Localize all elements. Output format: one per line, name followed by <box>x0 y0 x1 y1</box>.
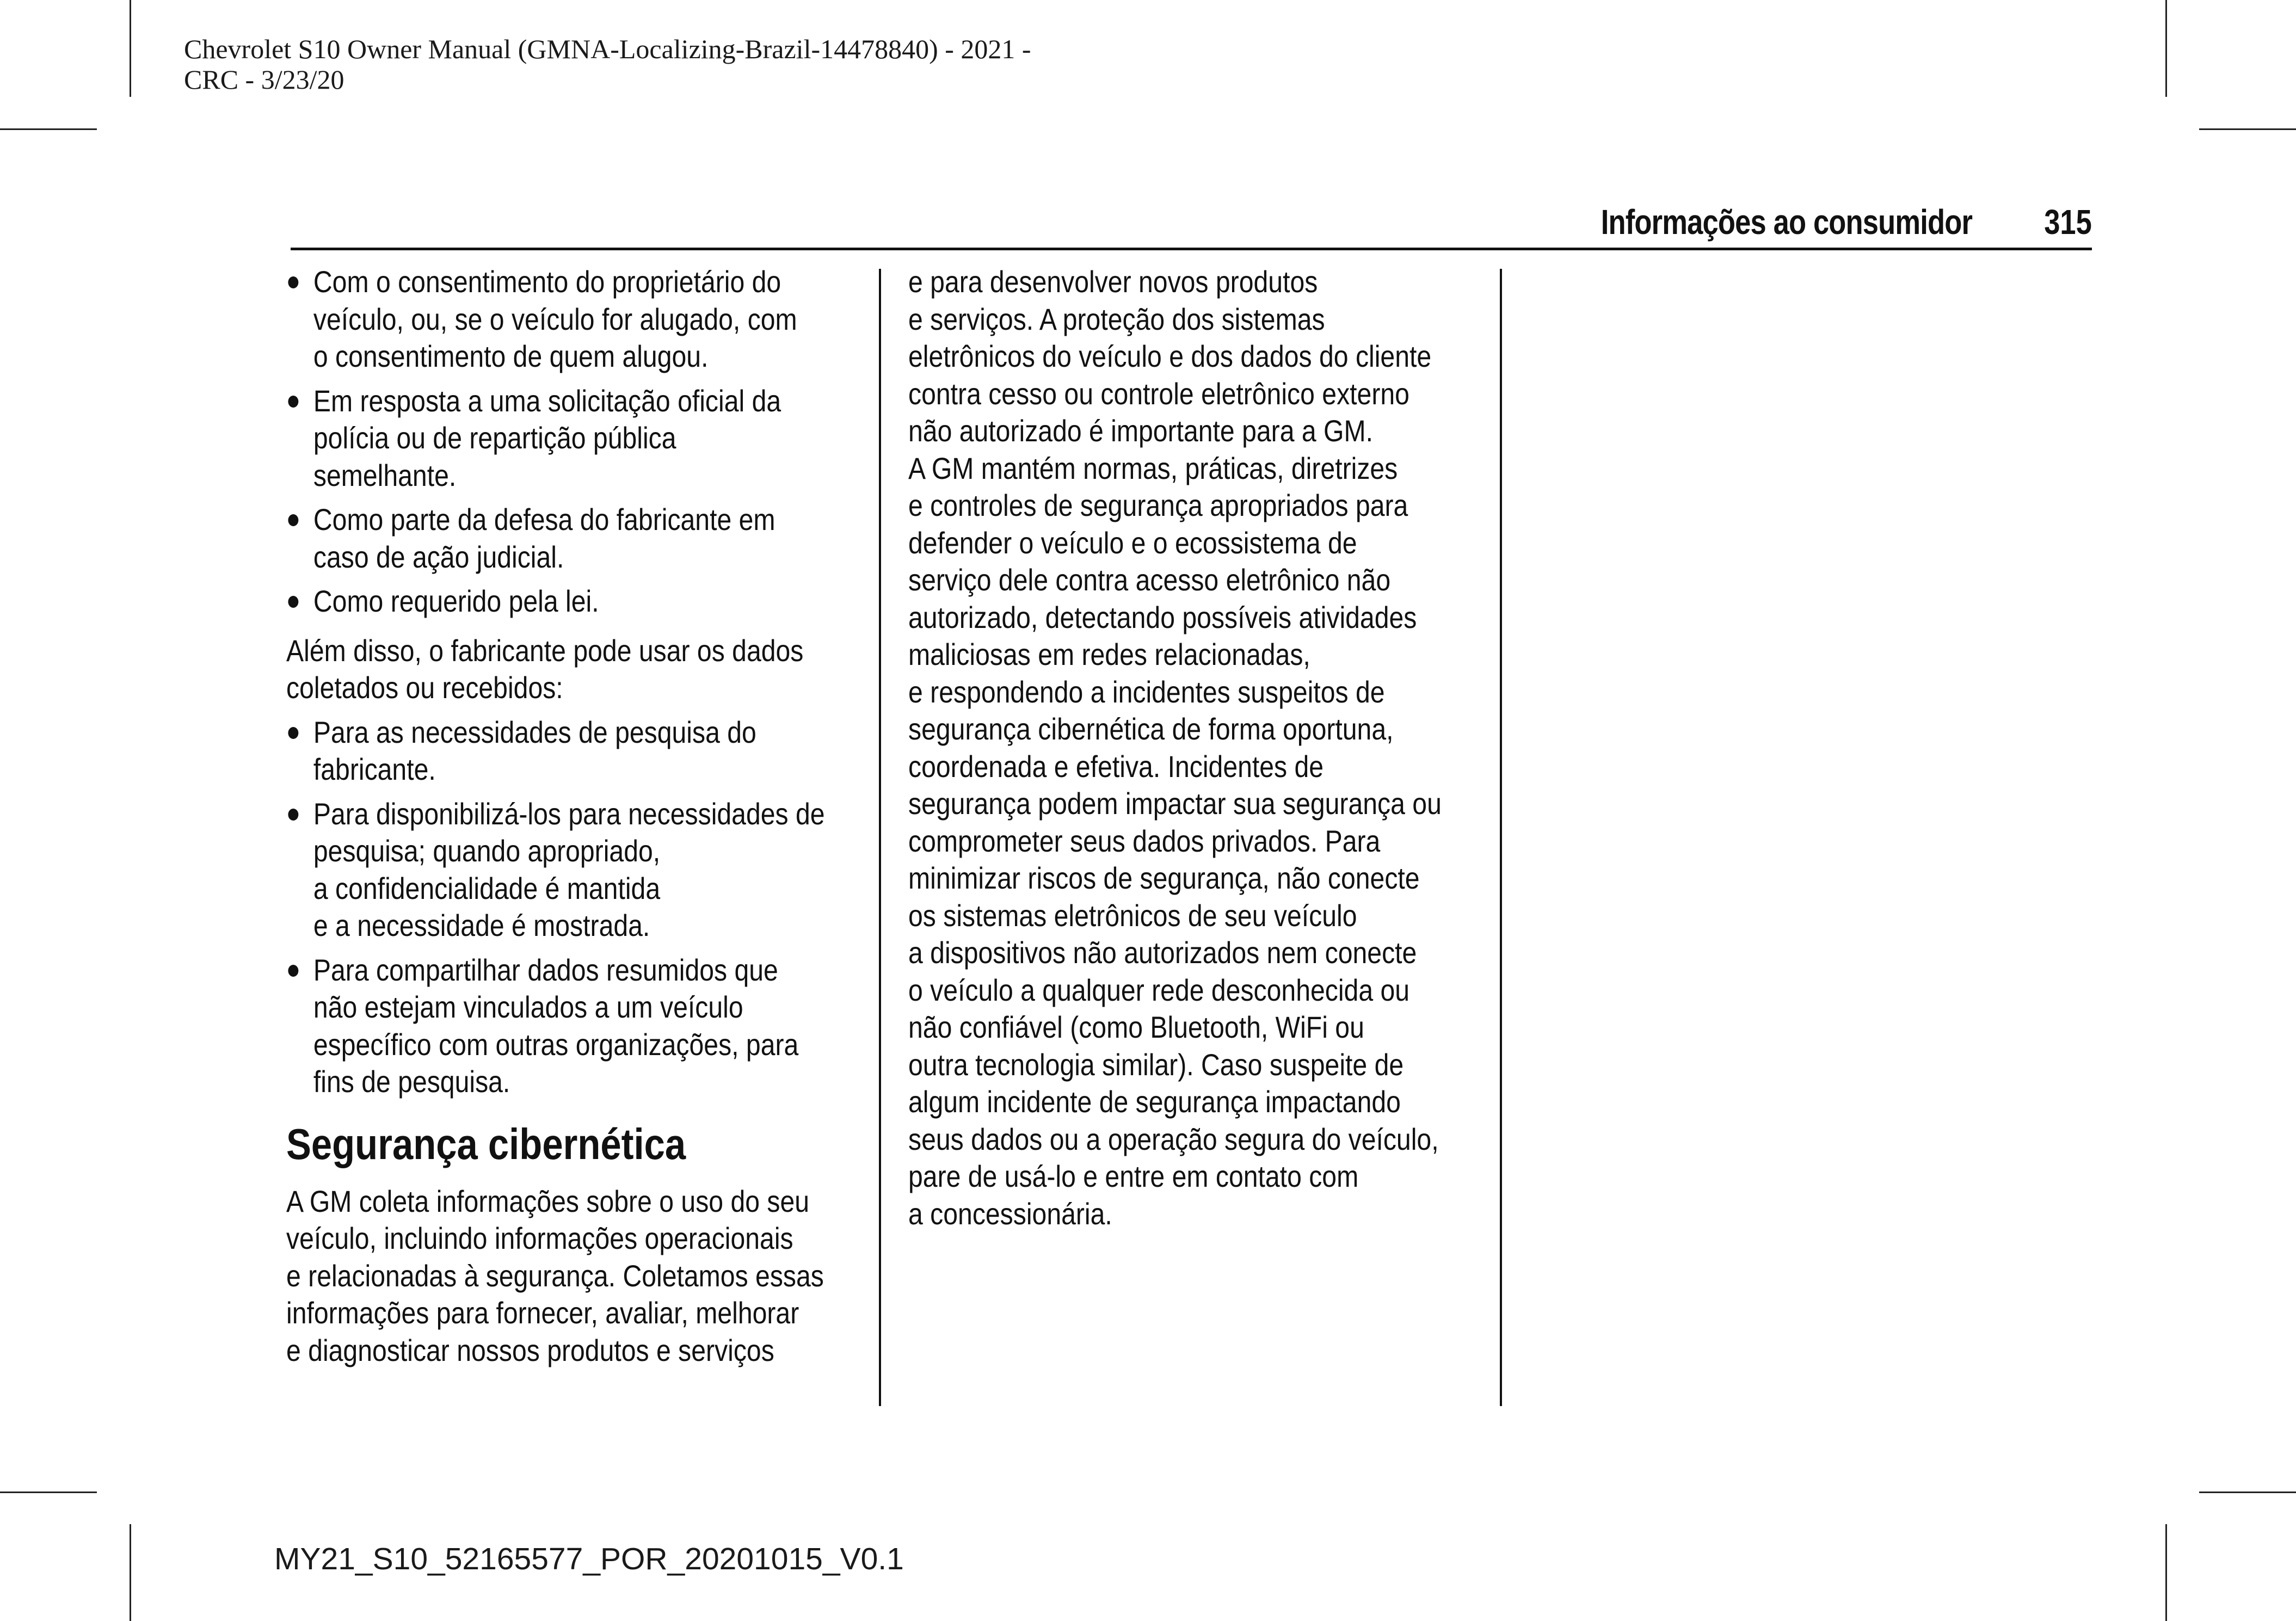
text-line: o veículo a qualquer rede desconhecida ou <box>908 972 1410 1007</box>
column-2 <box>908 263 1474 1232</box>
text-line: fins de pesquisa. <box>313 1064 510 1099</box>
text-line: e serviços. A proteção dos sistemas <box>908 301 1325 336</box>
text-line: caso de ação judicial. <box>313 539 564 574</box>
text-line: não confiável (como Bluetooth, WiFi ou <box>908 1010 1364 1044</box>
text-line: algum incidente de segurança impactando <box>908 1084 1401 1119</box>
text-line: A GM mantém normas, práticas, diretrizes <box>908 451 1398 485</box>
list-item <box>286 383 825 495</box>
bullet-icon <box>288 809 298 821</box>
body-paragraph <box>908 263 1442 1232</box>
bullet-list <box>286 714 825 1101</box>
text-line: Como requerido pela lei. <box>313 584 599 618</box>
crop-mark <box>2165 0 2167 97</box>
text-line: maliciosas em redes relacionadas, <box>908 637 1310 671</box>
crop-mark <box>2199 1491 2296 1493</box>
text-line: não estejam vinculados a um veículo <box>313 990 743 1024</box>
list-item <box>286 796 825 945</box>
text-line: o consentimento de quem alugou. <box>313 339 709 373</box>
text-line: não autorizado é importante para a GM. <box>908 414 1373 448</box>
text-line: segurança podem impactar sua segurança ou <box>908 786 1442 821</box>
text-line: veículo, incluindo informações operacionais <box>286 1221 793 1255</box>
list-item <box>286 952 825 1101</box>
bullet-icon <box>288 596 298 608</box>
text-line: e relacionadas à segurança. Coletamos essas <box>286 1258 824 1293</box>
text-line: Para compartilhar dados resumidos que <box>313 952 778 987</box>
text-line: Para disponibilizá-los para necessidades de <box>313 796 825 831</box>
section-title: Informações ao consumidor <box>1601 202 1972 242</box>
text-line: os sistemas eletrônicos de seu veículo <box>908 898 1357 933</box>
text-line: Para as necessidades de pesquisa do <box>313 714 756 749</box>
text-line: coordenada e efetiva. Incidentes de <box>908 749 1324 784</box>
text-line: e controles de segurança apropriados para <box>908 488 1408 522</box>
text-line: a confidencialidade é mantida <box>313 871 661 905</box>
intro-paragraph <box>286 632 825 707</box>
column-divider <box>1500 269 1502 1406</box>
bullet-list <box>286 263 825 620</box>
section-heading: Segurança cibernética <box>286 1119 686 1168</box>
text-line: e diagnosticar nossos produtos e serviços <box>286 1333 774 1367</box>
bullet-icon <box>288 727 298 739</box>
text-line: Além disso, o fabricante pode usar os dados <box>286 633 804 668</box>
crop-mark <box>2165 1524 2167 1621</box>
text-line: e a necessidade é mostrada. <box>313 908 650 942</box>
text-line: segurança cibernética de forma oportuna, <box>908 712 1394 746</box>
text-line: pare de usá-lo e entre em contato com <box>908 1159 1359 1193</box>
text-line: fabricante. <box>313 752 436 786</box>
text-line: outra tecnologia similar). Caso suspeite de <box>908 1047 1404 1082</box>
bullet-icon <box>288 396 298 408</box>
print-header <box>184 34 1031 95</box>
text-line: coletados ou recebidos: <box>286 670 563 705</box>
list-item <box>286 263 825 375</box>
text-line: e respondendo a incidentes suspeitos de <box>908 674 1385 709</box>
text-line: serviço dele contra acesso eletrônico não <box>908 563 1391 597</box>
text-line: comprometer seus dados privados. Para <box>908 823 1381 858</box>
crop-mark <box>0 128 97 130</box>
text-line: Como parte da defesa do fabricante em <box>313 502 775 537</box>
list-item <box>286 714 825 788</box>
list-item <box>286 583 825 620</box>
crop-mark <box>130 1524 131 1621</box>
page-number: 315 <box>2044 202 2092 242</box>
text-line: A GM coleta informações sobre o uso do seu <box>286 1184 810 1218</box>
text-line: específico com outras organizações, para <box>313 1027 799 1062</box>
column-divider <box>879 269 881 1406</box>
print-header-line: CRC - 3/23/20 <box>184 64 344 95</box>
text-line: minimizar riscos de segurança, não conecte <box>908 861 1420 895</box>
print-footer: MY21_S10_52165577_POR_20201015_V0.1 <box>274 1542 904 1576</box>
bullet-icon <box>288 276 298 288</box>
text-line: semelhante. <box>313 458 457 492</box>
text-line: polícia ou de repartição pública <box>313 421 676 455</box>
text-line: eletrônicos do veículo e dos dados do cliente <box>908 339 1432 373</box>
text-line: veículo, ou, se o veículo for alugado, com <box>313 301 797 336</box>
text-line: seus dados ou a operação segura do veículo, <box>908 1121 1439 1156</box>
bullet-icon <box>288 965 298 977</box>
text-line: contra cesso ou controle eletrônico externo <box>908 376 1409 411</box>
text-line: e para desenvolver novos produtos <box>908 264 1318 299</box>
body-paragraph <box>286 1183 824 1370</box>
text-line: pesquisa; quando apropriado, <box>313 834 661 868</box>
text-line: Com o consentimento do proprietário do <box>313 264 781 299</box>
column-1 <box>286 263 852 1369</box>
bullet-icon <box>288 514 298 526</box>
crop-mark <box>2199 128 2296 130</box>
text-line: Em resposta a uma solicitação oficial da <box>313 383 781 418</box>
crop-mark <box>130 0 131 97</box>
crop-mark <box>0 1491 97 1493</box>
text-line: a concessionária. <box>908 1196 1112 1231</box>
text-line: defender o veículo e o ecossistema de <box>908 525 1357 560</box>
text-line: informações para fornecer, avaliar, melhorar <box>286 1296 799 1330</box>
list-item <box>286 501 825 576</box>
column-1-content <box>286 263 825 1108</box>
print-header-line: Chevrolet S10 Owner Manual (GMNA-Localizing-Brazil-14478840) - 2021 - <box>184 34 1031 64</box>
running-head <box>291 193 2092 250</box>
text-line: autorizado, detectando possíveis atividades <box>908 600 1417 634</box>
text-line: a dispositivos não autorizados nem conecte <box>908 935 1417 970</box>
